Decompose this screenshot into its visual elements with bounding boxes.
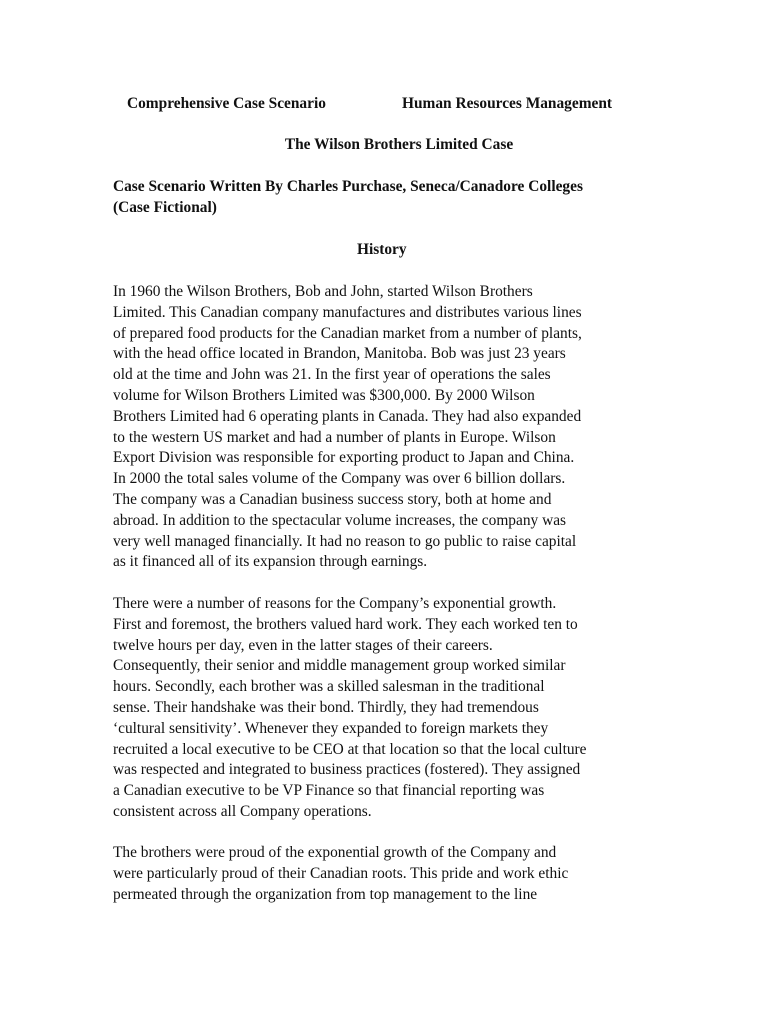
paragraph-line: recruited a local executive to be CEO at that location so that the local culture [113,740,587,758]
paragraph-history [113,282,673,573]
paragraph-line: Export Division was responsible for exporting product to Japan and China. [113,449,575,467]
subject-label: Human Resources Management [402,95,613,112]
paragraph-line: The brothers were proud of the exponential growth of the Company and [113,844,557,861]
paragraph-line: In 1960 the Wilson Brothers, Bob and John, started Wilson Brothers [113,283,533,300]
paragraph-line: Brothers Limited had 6 operating plants in Canada. They had also expanded [113,407,582,425]
paragraph-line: ‘cultural sensitivity’. Whenever they expanded to foreign markets they [113,719,549,737]
section-heading: History [357,241,407,258]
author-byline [113,177,673,219]
paragraph-line: old at the time and John was 21. In the first year of operations the sales [113,366,551,384]
paragraph-line: of prepared food products for the Canadian market from a number of plants, [113,324,582,342]
paragraph-line: twelve hours per day, even in the latter stages of their careers. [113,636,493,654]
paragraph-line: sense. Their handshake was their bond. Thirdly, they had tremendous [113,698,539,716]
paragraph-line: to the western US market and had a number of plants in Europe. Wilson [113,428,556,446]
byline-line: Case Scenario Written By Charles Purchase, Seneca/Canadore Colleges [113,178,583,195]
paragraph-line: The company was a Canadian business success story, both at home and [113,490,552,508]
paragraph-line: very well managed financially. It had no reason to go public to raise capital [113,532,577,550]
paragraph-line: abroad. In addition to the spectacular volume increases, the company was [113,511,567,529]
byline-line: (Case Fictional) [113,198,217,216]
paragraph-line: a Canadian executive to be VP Finance so that financial reporting was [113,782,545,800]
paragraph-line: with the head office located in Brandon, Manitoba. Bob was just 23 years [113,345,566,363]
course-label: Comprehensive Case Scenario [127,95,326,112]
paragraph-line: First and foremost, the brothers valued hard work. They each worked ten to [113,615,578,633]
paragraph-line: Consequently, their senior and middle management group worked similar [113,657,566,675]
paragraph-line: consistent across all Company operations. [113,802,372,820]
paragraph-pride [113,843,673,905]
paragraph-line: hours. Secondly, each brother was a skilled salesman in the traditional [113,678,545,696]
case-title [0,135,768,156]
paragraph-line: was respected and integrated to business practices (fostered). They assigned [113,761,581,779]
paragraph-line: volume for Wilson Brothers Limited was $300,000. By 2000 Wilson [113,386,535,404]
paragraph-line: In 2000 the total sales volume of the Company was over 6 billion dollars. [113,470,566,488]
paragraph-line: were particularly proud of their Canadian roots. This pride and work ethic [113,864,569,882]
paragraph-growth-reasons [113,594,673,823]
paragraph-line: Limited. This Canadian company manufactures and distributes various lines [113,303,582,321]
case-title-text: The Wilson Brothers Limited Case [284,136,514,153]
paragraph-line: permeated through the organization from top management to the line [113,885,538,903]
paragraph-line: as it financed all of its expansion through earnings. [113,553,428,571]
document-header [127,94,687,116]
paragraph-line: There were a number of reasons for the Company’s exponential growth. [113,595,557,612]
